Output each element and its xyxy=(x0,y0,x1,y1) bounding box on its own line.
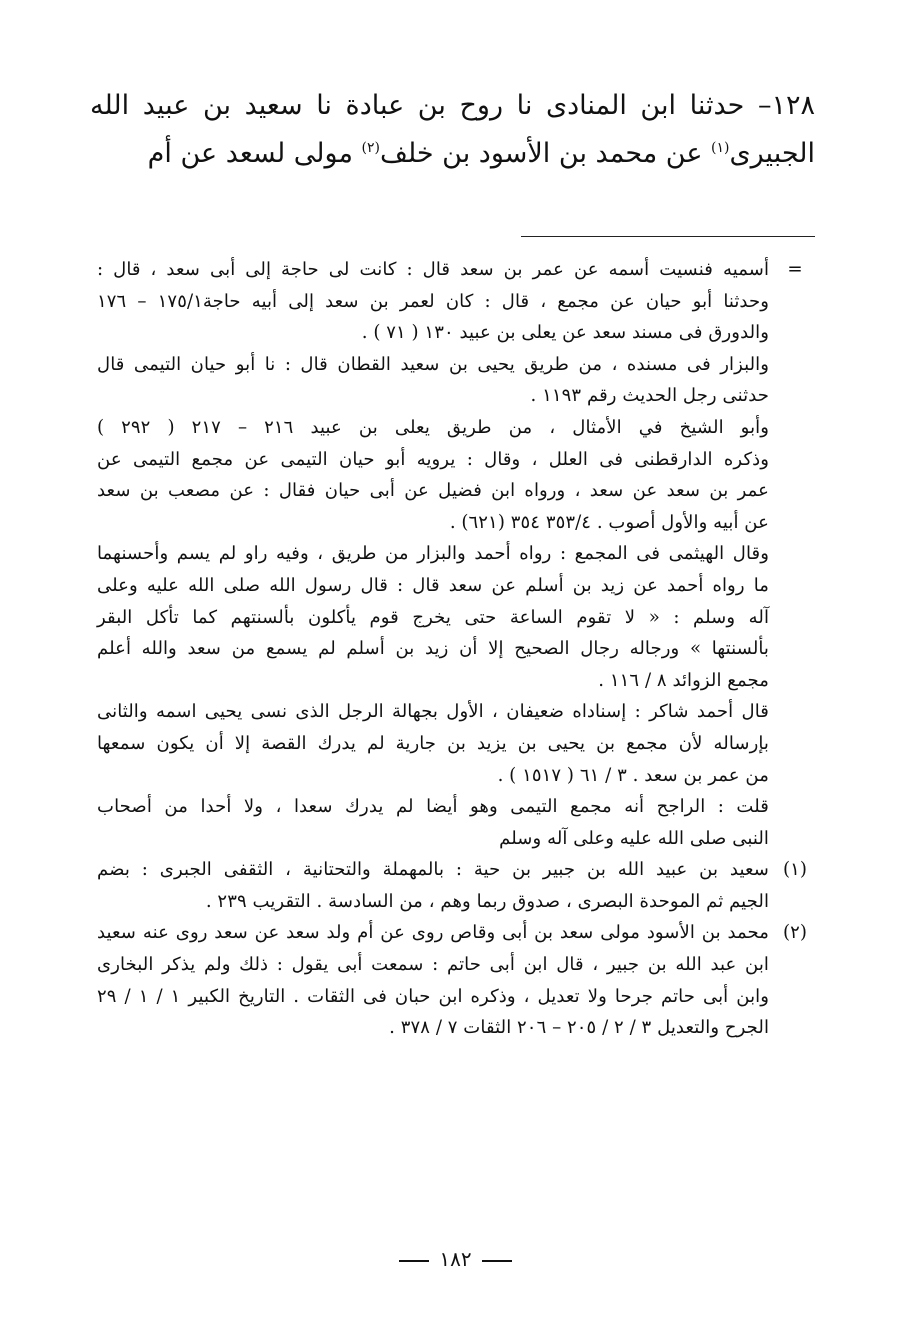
footnotes xyxy=(97,254,815,1044)
hadith-text xyxy=(90,82,815,178)
footnote-line: النبى صلى الله عليه وعلى آله وسلم xyxy=(499,827,769,849)
narrator-name: الجبيرى xyxy=(729,138,815,169)
footnote-line: سعيد بن عبيد الله بن جبير بن حية : بالمهملة والتحتانية ، الثقفى الجبرى : بضم xyxy=(97,859,769,881)
footnote-1-lines xyxy=(97,854,769,917)
continuation-lines xyxy=(97,254,769,854)
page-number-row xyxy=(0,1247,911,1271)
footnote-ref-1: (١) xyxy=(711,140,730,156)
footnote-1-marker: (١) xyxy=(783,859,807,881)
footnote-line: بإرساله لأن مجمع بن يحيى بن يزيد بن جارية لم يدرك القصة إلا أن يكون سمعها xyxy=(97,732,769,754)
page-number: ١٨٢ xyxy=(439,1247,472,1271)
footnote-line: آله وسلم : « لا تقوم الساعة حتى يخرج قوم يأكلون بألسنتهم كما تأكل البقر xyxy=(97,606,769,628)
footnote-line: من عمر بن سعد . ٣ / ٦١ ( ١٥١٧ ) . xyxy=(497,764,769,786)
footnote-line: حدثنى رجل الحديث رقم ١١٩٣ . xyxy=(530,385,769,407)
footnote-ref-2: (٢) xyxy=(361,140,380,156)
footnote-line: وأبو الشيخ في الأمثال ، من طريق يعلى بن عبيد ٢١٦ – ٢١٧ ( ٢٩٢ ) xyxy=(97,416,769,438)
continuation-marker: = xyxy=(787,259,803,280)
footnote-line: والبزار فى مسنده ، من طريق يحيى بن سعيد القطان قال : نا أبو حيان التيمى قال xyxy=(97,353,769,375)
hadith-line-1: ١٢٨– حدثنا ابن المنادى نا روح بن عبادة نا سعيد بن عبيد الله xyxy=(90,90,815,121)
footnote-line: والدورق فى مسند سعد عن يعلى بن عبيد ١٣٠ ( ٧١ ) . xyxy=(361,322,769,344)
footnote-line: الجرح والتعديل ٣ / ٢ / ٢٠٥ – ٢٠٦ الثقات ٧ / ٣٧٨ . xyxy=(389,1017,769,1039)
footnote-line: وابن أبى حاتم جرحا ولا تعديل ، وذكره ابن حبان فى الثقات . التاريخ الكبير ١ / ١ / ٢٩ xyxy=(97,985,769,1007)
footnote-1 xyxy=(97,854,815,917)
footnote-line: ابن عبد الله بن جبير ، قال ابن أبى حاتم : سمعت أبى يقول : ذلك ولم يذكر البخارى xyxy=(97,954,769,976)
hadith-line-2 xyxy=(90,130,815,178)
narrator-name: مولى لسعد عن أم xyxy=(147,138,362,169)
footnote-line: قلت : الراجح أنه مجمع التيمى وهو أيضا لم يدرك سعدا ، ولا أحدا من أصحاب xyxy=(97,796,769,818)
footnote-line: وذكره الدارقطنى فى العلل ، وقال : يرويه أبو حيان التيمى عن مجمع التيمى عن xyxy=(97,448,769,470)
footnote-continuation xyxy=(97,254,815,854)
footnote-line: عن أبيه والأول أصوب . ٣٥٣/٤ ٣٥٤ (٦٢١) . xyxy=(449,511,769,533)
page-dash-right xyxy=(482,1260,512,1262)
footnote-2 xyxy=(97,917,815,1043)
page-dash-left xyxy=(399,1260,429,1262)
footnote-line: الجيم ثم الموحدة البصرى ، صدوق ربما وهم ، من السادسة . التقريب ٢٣٩ . xyxy=(205,890,769,912)
footnote-2-marker: (٢) xyxy=(783,922,807,944)
footnote-line: قال أحمد شاكر : إسناداه ضعيفان ، الأول بجهالة الرجل الذى نسى يحيى اسمه والثانى xyxy=(97,701,769,723)
footnote-line: عمر بن سعد عن سعد ، ورواه ابن فضيل عن أبى حيان فقال : عن مصعب بن سعد xyxy=(97,480,769,502)
narrator-name: عن محمد بن الأسود بن خلف xyxy=(380,138,712,169)
footnote-line: أسميه فنسيت أسمه عن عمر بن سعد قال : كانت لى حاجة إلى أبى سعد ، قال : xyxy=(97,259,769,280)
footnote-line: وحدثنا أبو حيان عن مجمع ، قال : كان لعمر بن سعد إلى أبيه حاجة١٧٥/١ – ١٧٦ xyxy=(97,290,769,312)
footnote-line: مجمع الزوائد ٨ / ١١٦ . xyxy=(598,669,769,691)
footnote-line: ما رواه أحمد عن زيد بن أسلم عن سعد قال : قال رسول الله صلى الله عليه وعلى xyxy=(97,574,769,596)
footnote-line: بألسنتها » ورجاله رجال الصحيح إلا أن زيد بن أسلم لم يسمع من سعد والله أعلم xyxy=(97,638,769,660)
footnote-2-lines xyxy=(97,917,769,1043)
footnote-separator xyxy=(521,236,815,237)
footnote-line: محمد بن الأسود مولى سعد بن أبى وقاص روى عن أم ولد سعد عن سعد روى عنه سعيد xyxy=(97,922,769,944)
footnote-line: وقال الهيثمى فى المجمع : رواه أحمد والبزار من طريق ، وفيه راو لم يسم وأحسنهما xyxy=(97,543,769,565)
